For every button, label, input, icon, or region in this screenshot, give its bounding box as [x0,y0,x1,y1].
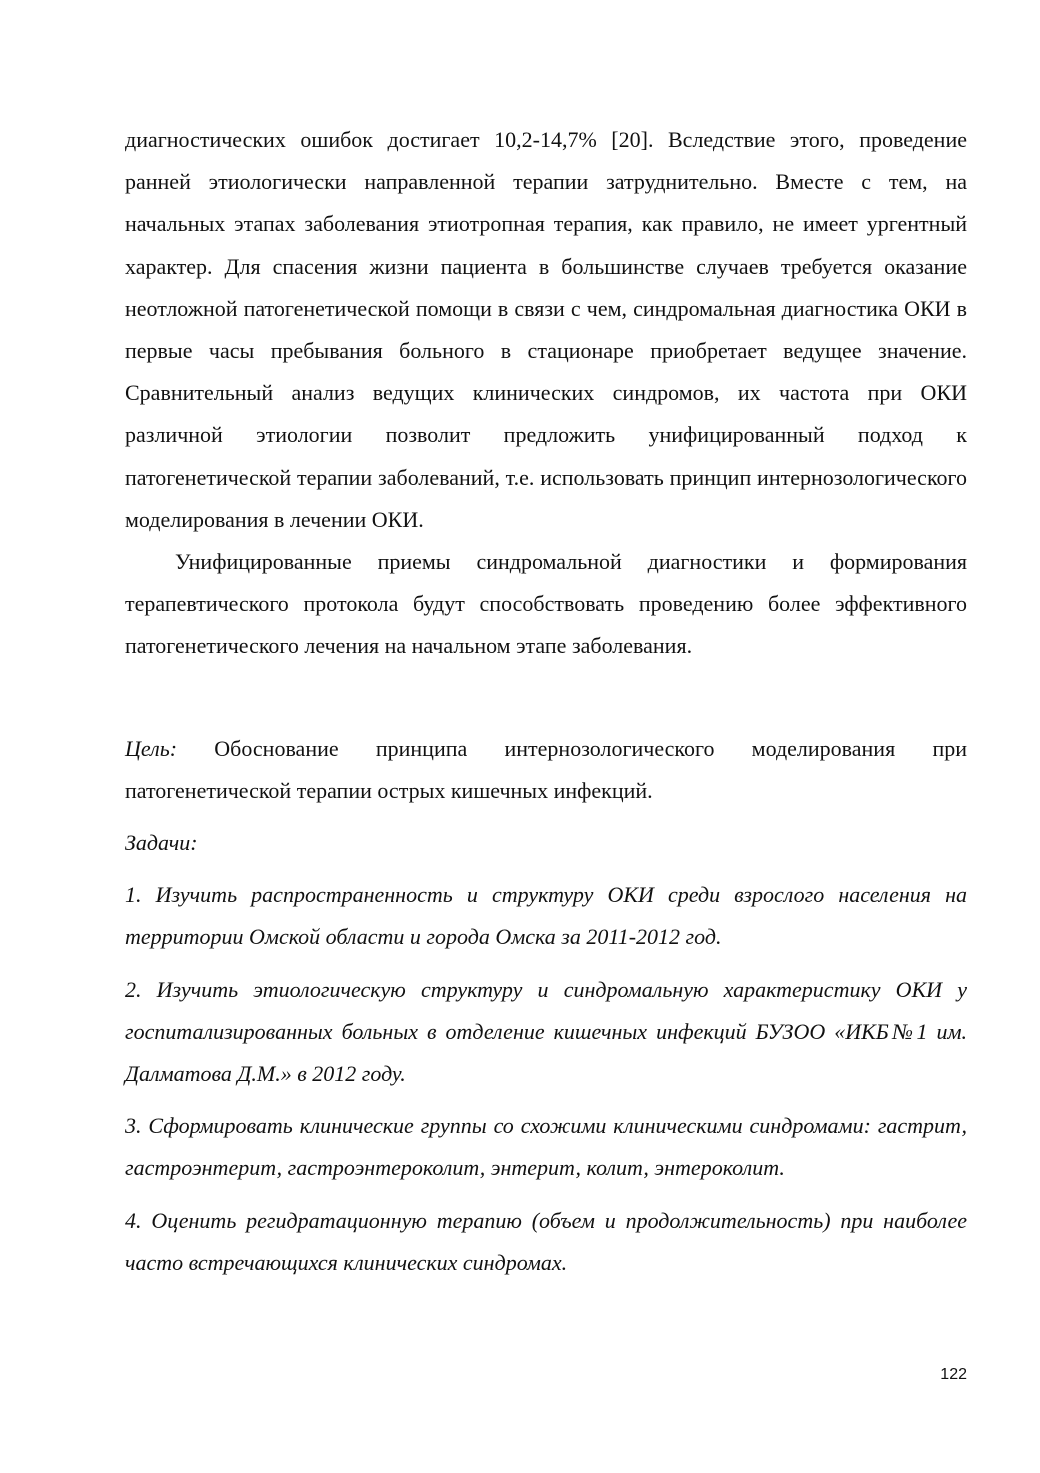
goal-text: Обоснование принципа интернозологического моделирования при патогенетической терапии острых кишечных инфекций. [125,735,967,803]
task-item-4: 4. Оценить регидратационную терапию (объем и продолжительность) при наиболее часто встречающихся клинических синдромах. [125,1207,967,1275]
task-item-1: 1. Изучить распространенность и структуру ОКИ среди взрослого населения на территории Омской области и города Омска за 2011-2012 год. [125,882,967,950]
task-item-2: 2. Изучить этиологическую структуру и синдромальную характеристику ОКИ у госпитализированных больных в отделение кишечных инфекций БУЗОО «ИКБ№1 им. Далматова Д.М.» в 2012 году. [125,976,967,1087]
section-spacer [125,668,967,728]
section-spacer [125,812,967,822]
section-spacer [125,959,967,969]
section-spacer [125,1095,967,1105]
document-page [125,119,967,1284]
tasks-heading: Задачи: [125,830,198,856]
task-item-3: 3. Сформировать клинические группы со схожими клиническими синдромами: гастрит, гастроэнтерит, гастроэнтероколит, энтерит, колит, энтероколит. [125,1113,967,1181]
intro-paragraph-1: диагностических ошибок достигает 10,2-14,7% [20]. Вследствие этого, проведение ранней этиологически направленной терапии затруднительно. Вместе с тем, на начальных этапах заболевания этиотропная терапия, как правило, не имеет ургентный характер. Для спасения жизни пациента в большинстве случаев требуется оказание неотложной патогенетической помощи в связи с чем, синдромальная диагностика ОКИ в первые часы пребывания больного в стационаре приобретает ведущее значение. Сравнительный анализ ведущих клинических синдромов, их частота при ОКИ различной этиологии позволит предложить унифицированный подход к патогенетической терапии заболеваний, т.е. использовать принцип интернозологического моделирования в лечении ОКИ. [125,127,967,532]
page-number: 122 [940,1366,967,1383]
goal-paragraph [125,728,967,812]
section-spacer [125,1190,967,1200]
section-spacer [125,864,967,874]
intro-paragraph-2: Унифицированные приемы синдромальной диагностики и формирования терапевтического протокола будут способствовать проведению более эффективного патогенетического лечения на начальном этапе заболевания. [125,549,967,659]
goal-label: Цель: [125,735,178,761]
